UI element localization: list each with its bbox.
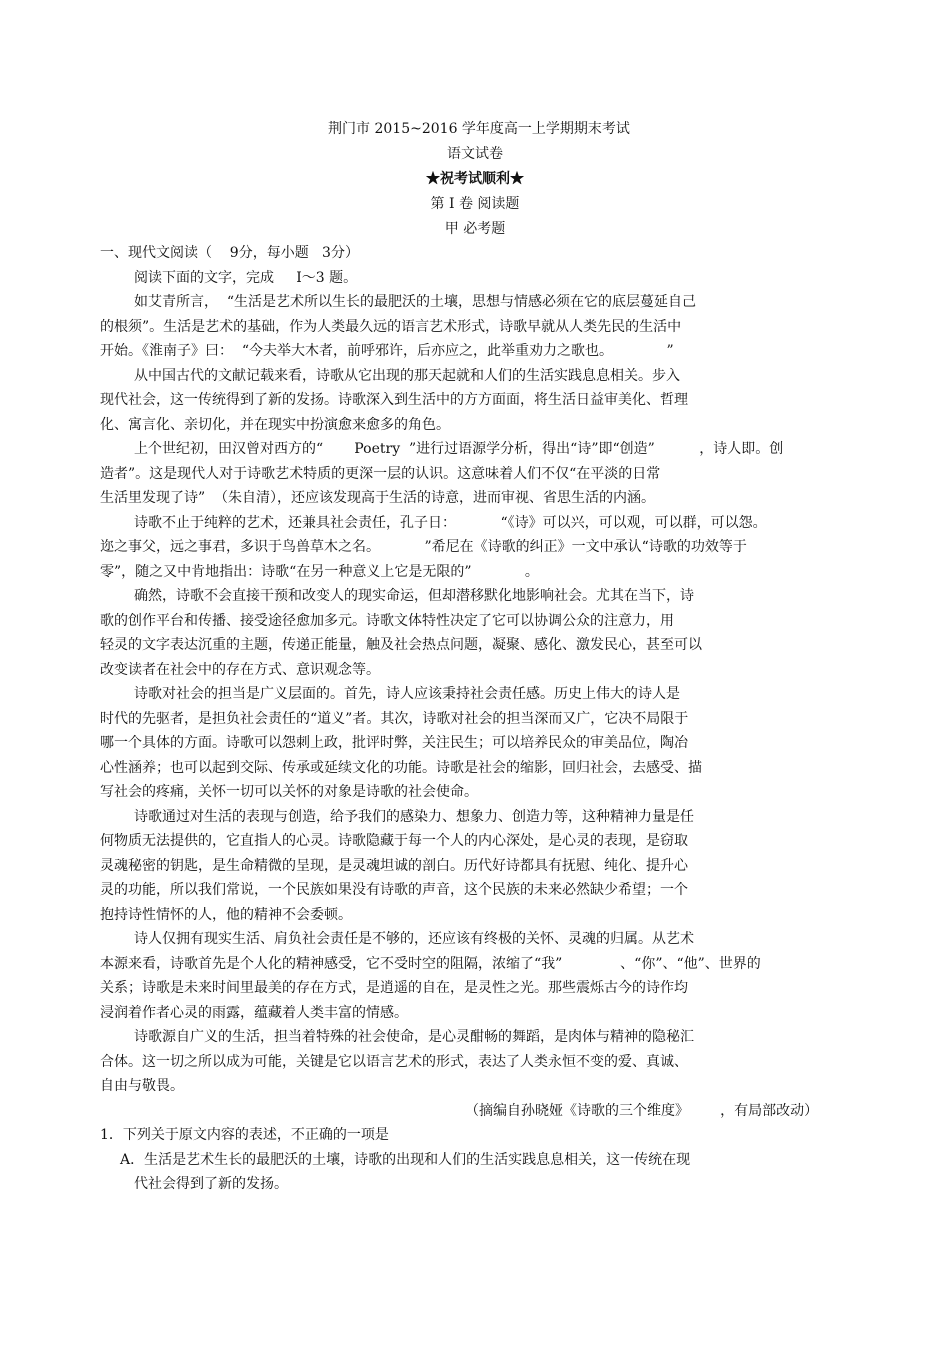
paragraph-line: 诗歌通过对生活的表现与创造，给予我们的感染力、想象力、创造力等，这种精神力量是任 [134,808,694,825]
paragraph-line: 诗人仅拥有现实生活、肩负社会责任是不够的，还应该有终极的关怀、灵魂的归属。从艺术 [134,931,694,947]
section-heading: 一、现代文阅读（ 9分，每小题 3分） [100,245,359,261]
paragraph-line: 何物质无法提供的，它直指人的心灵。诗歌隐藏于每一个人的内心深处，是心灵的表现，是窃取 [100,833,688,849]
source-citation: （摘编自孙晓娅《诗歌的三个维度》 ，有局部改动） [465,1102,819,1119]
paragraph-line: 诗歌源自广义的生活，担当着特殊的社会使命，是心灵酣畅的舞蹈，是肉体与精神的隐秘汇 [134,1029,694,1045]
paragraph-line: 造者”。这是现代人对于诗歌艺术特质的更深一层的认识。这意味着人们不仅“在平淡的日常 [100,465,661,482]
paragraph-line: 本源来看，诗歌首先是个人化的精神感受，它不受时空的阻隔，浓缩了“我” 、“你”、“他”、世界的 [100,955,761,972]
paragraph-line: 生活里发现了诗” （朱自清），还应该发现高于生活的诗意，进而审视、省思生活的内涵。 [100,490,656,506]
question-stem: 1．下列关于原文内容的表述，不正确的一项是 [100,1127,389,1143]
paragraph-line: 化、寓言化、亲切化，并在现实中扮演愈来愈多的角色。 [100,416,450,433]
question-1 [100,1123,860,1197]
paragraph-8 [100,927,860,1025]
volume-title: 第 Ⅰ 卷 阅读题 [430,196,520,212]
paragraph-line: 现代社会，这一传统得到了新的发扬。诗歌深入到生活中的方方面面，将生活日益审美化、哲理 [100,392,688,408]
paragraph-line: 自由与敬畏。 [100,1078,184,1094]
paragraph-line: 灵的功能，所以我们常说，一个民族如果没有诗歌的声音，这个民族的未来必然缺少希望；一个 [100,882,688,898]
paragraph-3 [100,437,860,511]
section-title: 甲 必考题 [444,221,506,237]
blessing-line: ★祝考试顺利★ [426,171,524,187]
exam-title: 荆门市 2015~2016 学年度高一上学期期末考试 [328,121,630,137]
paragraph-1 [100,290,860,364]
paragraph-line: 哪一个具体的方面。诗歌可以怨刺上政，批评时弊，关注民生；可以培养民众的审美品位，陶冶 [100,735,688,751]
paragraph-line: 歌的创作平台和传播、接受途径愈加多元。诗歌文体特性决定了它可以协调公众的注意力，用 [100,612,674,629]
paragraph-line: 抱持诗性情怀的人，他的精神不会委顿。 [100,906,352,923]
paragraph-line: 关系；诗歌是未来时间里最美的存在方式，是逍遥的自在，是灵性之光。那些震烁古今的诗作均 [100,980,688,996]
paragraph-line: 的根须”。生活是艺术的基础，作为人类最久远的语言艺术形式，诗歌早就从人类先民的生活中 [100,318,682,335]
subject-title: 语文试卷 [447,146,503,162]
paragraph-2 [100,364,860,438]
paragraph-9 [100,1025,860,1099]
paragraph-line: 心性涵养；也可以起到交际、传承或延续文化的功能。诗歌是社会的缩影，回归社会，去感受、描 [100,759,702,776]
paragraph-line: 轻灵的文字表达沉重的主题，传递正能量，触及社会热点问题，凝聚、感化、激发民心，甚至可以 [100,637,702,653]
reading-instruction: 阅读下面的文字，完成 Ⅰ～3 题。 [134,269,358,286]
paragraph-line: 写社会的疼痛，关怀一切可以关怀的对象是诗歌的社会使命。 [100,784,478,800]
paragraph-line: 合体。这一切之所以成为可能，关键是它以语言艺术的形式，表达了人类永恒不变的爱、真诚、 [100,1053,688,1070]
reading-passage [100,241,860,1197]
paragraph-line: 浸润着作者心灵的雨露，蕴藏着人类丰富的情感。 [100,1004,408,1021]
paragraph-line: 灵魂秘密的钥匙，是生命精微的呈现，是灵魂坦诚的剖白。历代好诗都具有抚慰、纯化、提升心 [100,857,688,874]
paragraph-6 [100,682,860,805]
option-a-continued: 代社会得到了新的发扬。 [134,1176,288,1192]
paragraph-line: 确然，诗歌不会直接干预和改变人的现实命运，但却潜移默化地影响社会。尤其在当下，诗 [134,588,694,604]
paragraph-line: 诗歌对社会的担当是广义层面的。首先，诗人应该秉持社会责任感。历史上伟大的诗人是 [134,686,680,702]
option-a: A．生活是艺术生长的最肥沃的土壤，诗歌的出现和人们的生活实践息息相关，这一传统在现 [120,1151,691,1168]
paragraph-line: 时代的先驱者，是担负社会责任的“道义”者。其次，诗歌对社会的担当深而又广，它决不局限于 [100,710,689,727]
exam-header [0,117,950,242]
paragraph-line: 迩之事父，远之事君，多识于鸟兽草木之名。 ”希尼在《诗歌的纠正》一文中承认“诗歌的功效等于 [100,539,747,555]
paragraph-line: 从中国古代的文献记载来看，诗歌从它出现的那天起就和人们的生活实践息息相关。步入 [134,367,680,384]
paragraph-line: 上个世纪初，田汉曾对西方的“ Poetry ”进行过语源学分析，得出“诗”即“创造” ，诗人即。创 [134,441,784,457]
paragraph-line: 开始。《淮南子》曰： “今夫举大木者，前呼邪许，后亦应之，此举重劝力之歌也。 ” [100,343,674,359]
paragraph-line: 改变读者在社会中的存在方式、意识观念等。 [100,661,380,678]
paragraph-5 [100,584,860,682]
paragraph-line: 如艾青所言， “生活是艺术所以生长的最肥沃的土壤，思想与情感必须在它的底层蔓延自己 [134,294,697,310]
paragraph-4 [100,511,860,585]
paragraph-line: 诗歌不止于纯粹的艺术，还兼具社会责任，孔子日： “《诗》可以兴，可以观，可以群，可以怨。 [134,514,767,531]
paragraph-7 [100,805,860,928]
paragraph-line: 零”，随之又中肯地指出：诗歌“在另一种意义上它是无限的” 。 [100,563,539,580]
